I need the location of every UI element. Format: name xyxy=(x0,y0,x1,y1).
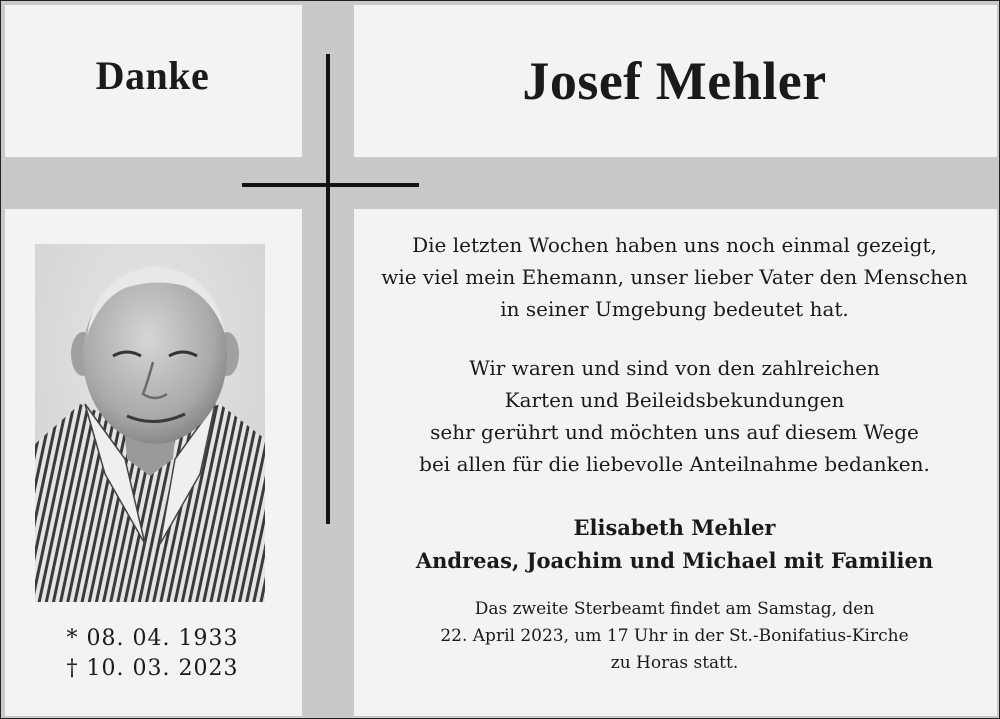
deceased-name: Josef Mehler xyxy=(522,51,827,111)
message-paragraph-1 xyxy=(353,229,996,325)
message-line: in seiner Umgebung bedeutet hat. xyxy=(500,297,849,321)
memorial-service-notice xyxy=(353,596,996,677)
cross-icon-vertical xyxy=(326,54,330,524)
message-paragraph-2 xyxy=(353,352,996,480)
life-dates xyxy=(4,624,301,684)
message-line: Wir waren und sind von den zahlreichen xyxy=(469,356,880,380)
message-line: sehr gerührt und möchten uns auf diesem Wege xyxy=(430,420,919,444)
thanks-heading: Danke xyxy=(95,53,210,98)
birth-date: * 08. 04. 1933 xyxy=(66,626,239,651)
portrait-photo xyxy=(35,244,265,602)
message-line: Die letzten Wochen haben uns noch einmal gezeigt, xyxy=(412,233,937,257)
service-line: zu Horas statt. xyxy=(610,653,739,673)
message-line: wie viel mein Ehemann, unser lieber Vater den Menschen xyxy=(381,265,968,289)
death-date: † 10. 03. 2023 xyxy=(66,656,239,681)
signer-children: Andreas, Joachim und Michael mit Familien xyxy=(415,548,934,573)
message-line: bei allen für die liebevolle Anteilnahme bedanken. xyxy=(419,452,930,476)
message-line: Karten und Beileidsbekundungen xyxy=(504,388,845,412)
service-line: Das zweite Sterbeamt findet am Samstag, den xyxy=(474,599,875,619)
signer-widow: Elisabeth Mehler xyxy=(573,515,776,540)
signers xyxy=(353,511,996,577)
cross-icon-horizontal xyxy=(242,183,419,187)
service-line: 22. April 2023, um 17 Uhr in der St.-Bonifatius-Kirche xyxy=(440,626,909,646)
